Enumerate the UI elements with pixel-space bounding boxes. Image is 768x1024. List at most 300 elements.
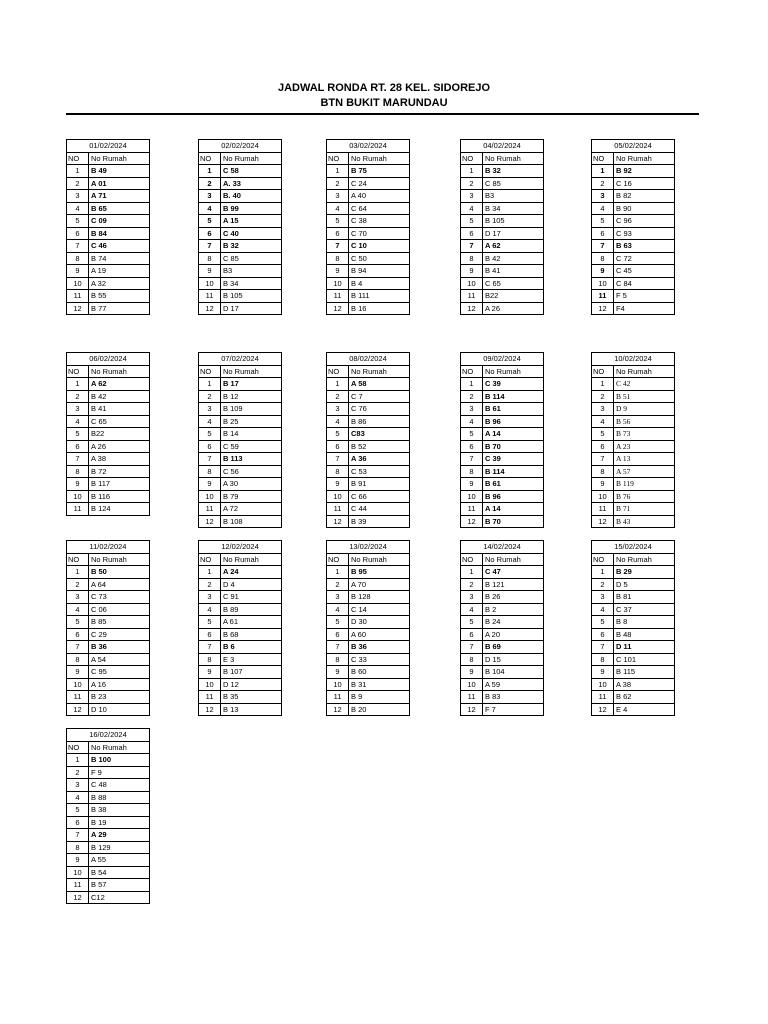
table-row <box>199 591 282 604</box>
row-number: 9 <box>461 478 483 491</box>
table-row <box>67 190 150 203</box>
house-number: B 117 <box>89 478 150 491</box>
table-row <box>67 566 150 579</box>
house-number: D 12 <box>221 678 282 691</box>
row-number: 8 <box>199 653 221 666</box>
house-number: A 24 <box>221 566 282 579</box>
house-number: B 76 <box>614 490 675 503</box>
table-row <box>67 754 150 767</box>
table-row <box>592 515 675 528</box>
row-number: 6 <box>592 440 614 453</box>
table-row <box>461 503 544 516</box>
row-number: 4 <box>199 415 221 428</box>
table-row <box>199 666 282 679</box>
column-header-house: No Rumah <box>614 553 675 566</box>
house-number: A 54 <box>89 653 150 666</box>
row-number: 4 <box>67 791 89 804</box>
schedule-table <box>326 540 410 716</box>
table-row <box>199 678 282 691</box>
row-number: 6 <box>592 227 614 240</box>
row-number: 2 <box>67 766 89 779</box>
table-row <box>67 866 150 879</box>
row-number: 9 <box>327 666 349 679</box>
table-row <box>327 678 410 691</box>
table-row <box>461 415 544 428</box>
table-row <box>592 641 675 654</box>
house-number: B 50 <box>89 566 150 579</box>
house-number: B 14 <box>221 428 282 441</box>
table-row <box>327 290 410 303</box>
table-row <box>67 578 150 591</box>
table-row <box>461 678 544 691</box>
table-row <box>592 378 675 391</box>
table-row <box>327 490 410 503</box>
schedule-table <box>66 728 150 904</box>
table-row <box>199 515 282 528</box>
schedule-table <box>591 139 675 315</box>
table-row <box>199 465 282 478</box>
row-number: 3 <box>327 190 349 203</box>
row-number: 5 <box>67 428 89 441</box>
table-row <box>199 428 282 441</box>
table-row <box>327 378 410 391</box>
house-number: B 34 <box>221 277 282 290</box>
column-header-no: NO <box>67 152 89 165</box>
house-number: B 42 <box>89 390 150 403</box>
table-row <box>327 453 410 466</box>
table-row <box>67 641 150 654</box>
row-number: 12 <box>461 515 483 528</box>
house-number: B 128 <box>349 591 410 604</box>
table-row <box>592 591 675 604</box>
house-number: C 101 <box>614 653 675 666</box>
row-number: 7 <box>592 240 614 253</box>
row-number: 9 <box>327 265 349 278</box>
table-row <box>592 177 675 190</box>
row-number: 8 <box>327 653 349 666</box>
house-number: B 92 <box>614 165 675 178</box>
house-number: B 26 <box>483 591 544 604</box>
row-number: 10 <box>592 678 614 691</box>
row-number: 3 <box>327 591 349 604</box>
row-number: 2 <box>327 578 349 591</box>
row-number: 1 <box>327 165 349 178</box>
table-row <box>67 829 150 842</box>
table-row <box>461 227 544 240</box>
schedule-table <box>460 352 544 528</box>
schedule-date: 07/02/2024 <box>199 353 282 366</box>
row-number: 2 <box>592 177 614 190</box>
house-number: A 57 <box>614 465 675 478</box>
table-row <box>461 465 544 478</box>
row-number: 9 <box>199 478 221 491</box>
house-number: B. 40 <box>221 190 282 203</box>
house-number: C 65 <box>89 415 150 428</box>
house-number: C 65 <box>483 277 544 290</box>
table-row <box>461 653 544 666</box>
house-number: B22 <box>483 290 544 303</box>
row-number: 7 <box>67 240 89 253</box>
table-row <box>67 440 150 453</box>
house-number: B 114 <box>483 465 544 478</box>
column-header-house: No Rumah <box>221 553 282 566</box>
house-number: C 73 <box>89 591 150 604</box>
table-row <box>67 854 150 867</box>
house-number: A 01 <box>89 177 150 190</box>
table-row <box>67 252 150 265</box>
table-row <box>592 691 675 704</box>
row-number: 7 <box>199 240 221 253</box>
table-row <box>461 478 544 491</box>
table-row <box>199 603 282 616</box>
row-number: 2 <box>592 390 614 403</box>
house-number: B 41 <box>89 403 150 416</box>
table-row <box>67 616 150 629</box>
row-number: 12 <box>199 302 221 315</box>
row-number: 12 <box>199 703 221 716</box>
house-number: B 108 <box>221 515 282 528</box>
table-row <box>461 428 544 441</box>
row-number: 9 <box>199 265 221 278</box>
row-number: 8 <box>592 252 614 265</box>
table-row <box>461 453 544 466</box>
table-row <box>199 227 282 240</box>
table-row <box>461 603 544 616</box>
house-number: B 70 <box>483 440 544 453</box>
column-header-no: NO <box>327 553 349 566</box>
house-number: B 16 <box>349 302 410 315</box>
table-row <box>67 841 150 854</box>
house-number: B 114 <box>483 390 544 403</box>
row-number: 5 <box>327 616 349 629</box>
house-number: C 10 <box>349 240 410 253</box>
house-number: B 32 <box>221 240 282 253</box>
row-number: 1 <box>592 566 614 579</box>
schedule-table <box>66 352 150 516</box>
schedule-date: 01/02/2024 <box>67 140 150 153</box>
house-number: C 29 <box>89 628 150 641</box>
column-header-no: NO <box>199 553 221 566</box>
row-number: 10 <box>67 866 89 879</box>
house-number: C 33 <box>349 653 410 666</box>
house-number: C 93 <box>614 227 675 240</box>
table-row <box>461 566 544 579</box>
table-row <box>592 503 675 516</box>
row-number: 1 <box>67 165 89 178</box>
house-number: B 88 <box>89 791 150 804</box>
row-number: 3 <box>592 403 614 416</box>
table-row <box>327 616 410 629</box>
schedule-table <box>591 352 675 528</box>
house-number: A 26 <box>89 440 150 453</box>
house-number: B 9 <box>349 691 410 704</box>
row-number: 1 <box>461 566 483 579</box>
table-row <box>327 240 410 253</box>
house-number: B 109 <box>221 403 282 416</box>
house-number: D 4 <box>221 578 282 591</box>
table-row <box>461 440 544 453</box>
table-row <box>67 415 150 428</box>
row-number: 12 <box>327 302 349 315</box>
row-number: 6 <box>461 227 483 240</box>
table-row <box>199 177 282 190</box>
row-number: 2 <box>461 390 483 403</box>
house-number: A 29 <box>89 829 150 842</box>
column-header-no: NO <box>67 741 89 754</box>
house-number: A 23 <box>614 440 675 453</box>
row-number: 10 <box>199 678 221 691</box>
house-number: A 60 <box>349 628 410 641</box>
row-number: 6 <box>67 628 89 641</box>
house-number: B 124 <box>89 503 150 516</box>
house-number: B 121 <box>483 578 544 591</box>
house-number: A. 33 <box>221 177 282 190</box>
house-number: B 116 <box>89 490 150 503</box>
row-number: 11 <box>199 290 221 303</box>
row-number: 8 <box>461 252 483 265</box>
row-number: 11 <box>592 691 614 704</box>
table-row <box>461 515 544 528</box>
house-number: C 42 <box>614 378 675 391</box>
house-number: B 4 <box>349 277 410 290</box>
house-number: B 23 <box>89 691 150 704</box>
house-number: C83 <box>349 428 410 441</box>
row-number: 3 <box>67 403 89 416</box>
house-number: B 89 <box>221 603 282 616</box>
house-number: B 96 <box>483 415 544 428</box>
table-row <box>67 628 150 641</box>
table-row <box>327 578 410 591</box>
row-number: 1 <box>67 566 89 579</box>
house-number: A 72 <box>221 503 282 516</box>
schedule-table <box>460 139 544 315</box>
row-number: 5 <box>67 804 89 817</box>
table-row <box>461 177 544 190</box>
table-row <box>461 277 544 290</box>
column-header-no: NO <box>592 553 614 566</box>
house-number: C 76 <box>349 403 410 416</box>
house-number: C 85 <box>483 177 544 190</box>
table-row <box>327 202 410 215</box>
house-number: C 39 <box>483 453 544 466</box>
house-number: B 104 <box>483 666 544 679</box>
row-number: 11 <box>67 879 89 892</box>
column-header-house: No Rumah <box>89 741 150 754</box>
table-row <box>327 478 410 491</box>
row-number: 3 <box>461 403 483 416</box>
table-row <box>327 691 410 704</box>
row-number: 4 <box>461 415 483 428</box>
table-row <box>592 403 675 416</box>
table-row <box>592 240 675 253</box>
row-number: 8 <box>327 252 349 265</box>
table-row <box>67 165 150 178</box>
row-number: 2 <box>199 177 221 190</box>
row-number: 10 <box>592 277 614 290</box>
table-row <box>67 428 150 441</box>
table-row <box>327 603 410 616</box>
row-number: 9 <box>592 265 614 278</box>
house-number: A 62 <box>483 240 544 253</box>
house-number: B 113 <box>221 453 282 466</box>
house-number: B 54 <box>89 866 150 879</box>
house-number: B 68 <box>221 628 282 641</box>
schedule-table <box>198 352 282 528</box>
house-number: D 17 <box>221 302 282 315</box>
house-number: A 30 <box>221 478 282 491</box>
house-number: B 32 <box>483 165 544 178</box>
table-row <box>592 190 675 203</box>
house-number: D 11 <box>614 641 675 654</box>
house-number: A 14 <box>483 503 544 516</box>
table-row <box>199 578 282 591</box>
house-number: D 10 <box>89 703 150 716</box>
column-header-no: NO <box>592 152 614 165</box>
row-number: 3 <box>199 190 221 203</box>
row-number: 9 <box>67 666 89 679</box>
house-number: C 85 <box>221 252 282 265</box>
row-number: 6 <box>67 227 89 240</box>
row-number: 10 <box>67 277 89 290</box>
table-row <box>67 227 150 240</box>
house-number: B 61 <box>483 403 544 416</box>
row-number: 5 <box>327 428 349 441</box>
column-header-no: NO <box>199 152 221 165</box>
row-number: 4 <box>67 603 89 616</box>
row-number: 2 <box>327 177 349 190</box>
table-row <box>592 666 675 679</box>
table-row <box>461 202 544 215</box>
row-number: 5 <box>592 215 614 228</box>
house-number: B22 <box>89 428 150 441</box>
house-number: B 90 <box>614 202 675 215</box>
house-number: B 12 <box>221 390 282 403</box>
row-number: 11 <box>67 503 89 516</box>
house-number: C 96 <box>614 215 675 228</box>
row-number: 5 <box>592 428 614 441</box>
house-number: C 48 <box>89 779 150 792</box>
table-row <box>592 415 675 428</box>
table-row <box>67 766 150 779</box>
table-row <box>199 415 282 428</box>
house-number: B 100 <box>89 754 150 767</box>
house-number: B3 <box>221 265 282 278</box>
table-row <box>327 215 410 228</box>
schedule-table <box>460 540 544 716</box>
row-number: 5 <box>327 215 349 228</box>
house-number: B 2 <box>483 603 544 616</box>
house-number: B 79 <box>221 490 282 503</box>
column-header-house: No Rumah <box>483 553 544 566</box>
row-number: 6 <box>199 628 221 641</box>
table-row <box>592 566 675 579</box>
house-number: B 25 <box>221 415 282 428</box>
schedule-table <box>66 540 150 716</box>
schedule-table <box>66 139 150 315</box>
table-row <box>67 403 150 416</box>
row-number: 1 <box>327 566 349 579</box>
table-row <box>327 515 410 528</box>
row-number: 11 <box>461 290 483 303</box>
schedule-date: 12/02/2024 <box>199 541 282 554</box>
table-row <box>327 177 410 190</box>
house-number: C 50 <box>349 252 410 265</box>
house-number: B 51 <box>614 390 675 403</box>
table-row <box>461 265 544 278</box>
table-row <box>461 403 544 416</box>
row-number: 3 <box>461 190 483 203</box>
row-number: 3 <box>461 591 483 604</box>
table-row <box>67 177 150 190</box>
row-number: 1 <box>199 165 221 178</box>
schedule-table <box>591 540 675 716</box>
table-row <box>592 265 675 278</box>
row-number: 7 <box>592 641 614 654</box>
schedule-date: 11/02/2024 <box>67 541 150 554</box>
house-number: B 75 <box>349 165 410 178</box>
house-number: A 14 <box>483 428 544 441</box>
house-number: B 29 <box>614 566 675 579</box>
row-number: 7 <box>327 641 349 654</box>
row-number: 5 <box>199 616 221 629</box>
row-number: 2 <box>592 578 614 591</box>
house-number: C12 <box>89 891 150 904</box>
row-number: 3 <box>199 403 221 416</box>
row-number: 11 <box>327 290 349 303</box>
row-number: 10 <box>461 678 483 691</box>
house-number: B 71 <box>614 503 675 516</box>
schedule-table <box>326 139 410 315</box>
house-number: B 73 <box>614 428 675 441</box>
table-row <box>67 215 150 228</box>
table-row <box>592 465 675 478</box>
table-row <box>67 591 150 604</box>
row-number: 6 <box>67 816 89 829</box>
house-number: C 39 <box>483 378 544 391</box>
table-row <box>67 804 150 817</box>
house-number: C 84 <box>614 277 675 290</box>
table-row <box>327 265 410 278</box>
row-number: 10 <box>327 490 349 503</box>
row-number: 7 <box>327 240 349 253</box>
house-number: A 38 <box>89 453 150 466</box>
column-header-house: No Rumah <box>89 553 150 566</box>
column-header-no: NO <box>461 365 483 378</box>
table-row <box>199 252 282 265</box>
house-number: A 26 <box>483 302 544 315</box>
schedule-date: 09/02/2024 <box>461 353 544 366</box>
table-row <box>327 227 410 240</box>
table-row <box>592 678 675 691</box>
row-number: 6 <box>461 440 483 453</box>
row-number: 9 <box>461 265 483 278</box>
row-number: 6 <box>199 227 221 240</box>
house-number: A 38 <box>614 678 675 691</box>
house-number: D 9 <box>614 403 675 416</box>
schedule-date: 02/02/2024 <box>199 140 282 153</box>
row-number: 11 <box>67 290 89 303</box>
house-number: D 15 <box>483 653 544 666</box>
table-row <box>592 215 675 228</box>
row-number: 5 <box>67 616 89 629</box>
row-number: 4 <box>327 603 349 616</box>
row-number: 6 <box>327 628 349 641</box>
table-row <box>67 302 150 315</box>
table-row <box>592 453 675 466</box>
house-number: A 36 <box>349 453 410 466</box>
house-number: A 40 <box>349 190 410 203</box>
house-number: B 8 <box>614 616 675 629</box>
